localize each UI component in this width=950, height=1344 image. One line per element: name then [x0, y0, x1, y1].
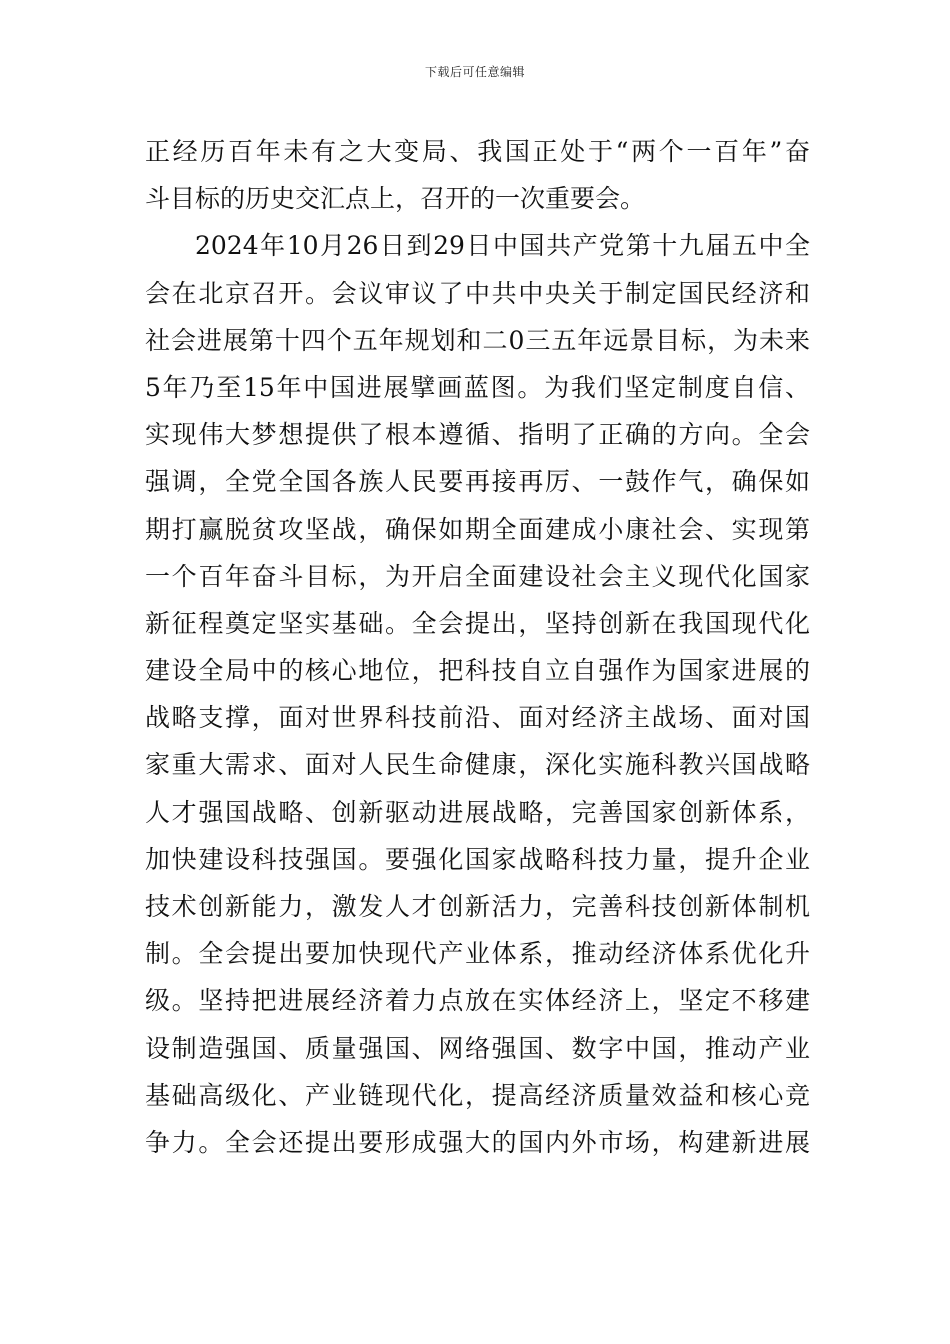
text-line: 一个百年奋斗目标，为开启全面建设社会主义现代化国家 [145, 561, 810, 591]
text-line: 新征程奠定坚实基础。全会提出，坚持创新在我国现代化 [145, 608, 810, 638]
text-line: 2024年10月26日到29日中国共产党第十九届五中全 [195, 231, 810, 261]
text-line: 加快建设科技强国。要强化国家战略科技力量，提升企业 [145, 844, 810, 874]
paragraph-2 [145, 222, 810, 1166]
text-line: 家重大需求、面对人民生命健康，深化实施科教兴国战略 [145, 750, 810, 780]
text-line: 级。坚持把进展经济着力点放在实体经济上，坚定不移建 [145, 986, 810, 1016]
text-line: 强调，全党全国各族人民要再接再厉、一鼓作气，确保如 [145, 467, 810, 497]
text-line: 建设全局中的核心地位，把科技自立自强作为国家进展的 [145, 656, 810, 686]
document-body [145, 128, 810, 1166]
text-line: 斗目标的历史交汇点上，召开的一次重要会。 [145, 184, 646, 214]
paragraph-1 [145, 128, 810, 222]
text-line: 技术创新能力，激发人才创新活力，完善科技创新体制机 [145, 892, 810, 921]
text-line: 5年乃至15年中国进展擘画蓝图。为我们坚定制度自信、 [145, 372, 810, 402]
text-line: 实现伟大梦想提供了根本遵循、指明了正确的方向。全会 [145, 420, 810, 450]
text-line: 会在北京召开。会议审议了中共中央关于制定国民经济和 [145, 278, 810, 308]
page-header: 下载后可任意编辑 [424, 65, 525, 79]
text-line: 期打赢脱贫攻坚战，确保如期全面建成小康社会、实现第 [145, 514, 810, 544]
text-line: 正经历百年未有之大变局、我国正处于“两个一百年”奋 [145, 137, 810, 166]
text-line: 社会进展第十四个五年规划和二0三五年远景目标，为未来 [145, 325, 810, 355]
text-line: 设制造强国、质量强国、网络强国、数字中国，推动产业 [145, 1033, 810, 1063]
text-line: 制。全会提出要加快现代产业体系，推动经济体系优化升 [145, 939, 810, 969]
text-line: 战略支撑，面对世界科技前沿、面对经济主战场、面对国 [145, 703, 810, 733]
text-line: 基础高级化、产业链现代化，提高经济质量效益和核心竞 [145, 1080, 810, 1110]
text-line: 争力。全会还提出要形成强大的国内外市场，构建新进展 [145, 1127, 810, 1157]
text-line: 人才强国战略、创新驱动进展战略，完善国家创新体系， [145, 797, 810, 827]
